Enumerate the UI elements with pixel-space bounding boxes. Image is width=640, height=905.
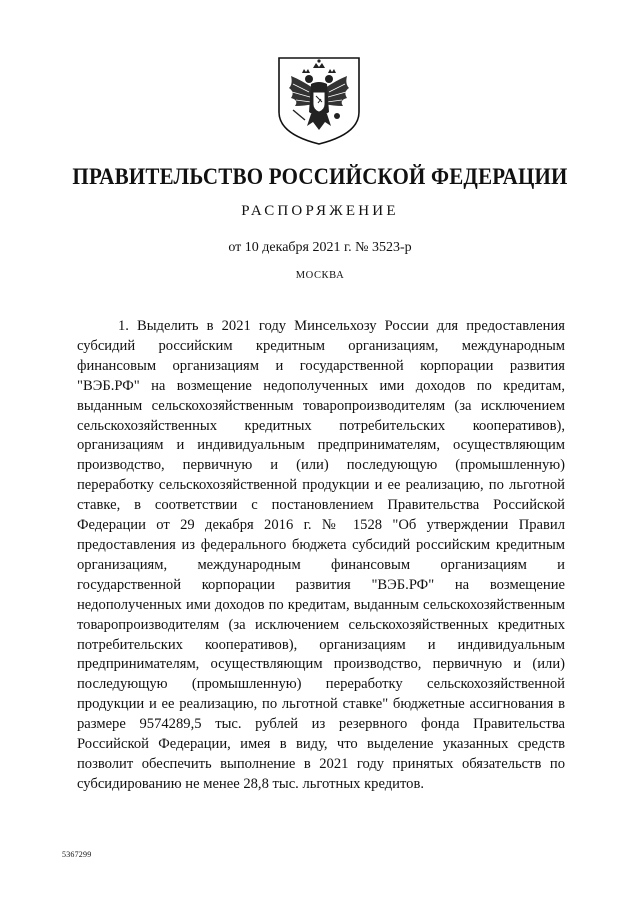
russian-coat-of-arms-icon xyxy=(273,54,365,146)
government-title: ПРАВИТЕЛЬСТВО РОССИЙСКОЙ ФЕДЕРАЦИИ xyxy=(72,162,568,190)
document-type: РАСПОРЯЖЕНИЕ xyxy=(241,203,399,219)
paragraph-1: 1. Выделить в 2021 году Минсельхозу России для предоставления субсидий российским кредитным организациям, международным финансовым организациям и государственной корпорации развития "ВЭБ.РФ" на возмещение недополученных ими доходов по кредитам, выданным сельскохозяйственным товаропроизводителям (за исключением сельскохозяйственных кредитных потребительских кооперативов), организациям и индивидуальным предпринимателям, осуществляющим производство, первичную и (или) последующую (промышленную) переработку сельскохозяйственной продукции и ее реализацию, по льготной ставке, в соответствии с постановлением Правительства Российской Федерации от 29 декабря 2016 г. № 1528 "Об утверждении Правил предоставления из федерального бюджета субсидий российским кредитным организациям, международным финансовым организациям и государственной корпорации развития "ВЭБ.РФ" на возмещение недополученных ими доходов по кредитам, выданным сельскохозяйственным товаропроизводителям (за исключением сельскохозяйственных кредитных потребительских кооперативов), организациям и индивидуальным предпринимателям, осуществляющим производство, первичную и (или) последующую (промышленную) переработку сельскохозяйственной продукции и ее реализацию, по льготной ставке" бюджетные ассигнования в размере 9574289,5 тыс. рублей из резервного фонда Правительства Российской Федерации, имея в виду, что выделение указанных средств позволит обеспечить выполнение в 2021 году принятых обязательств по субсидированию не менее 28,8 тыс. льготных кредитов. xyxy=(77,318,565,792)
document-place: МОСКВА xyxy=(295,270,345,281)
document-date-number: от 10 декабря 2021 г. № 3523-р xyxy=(228,240,412,255)
document-code: 5367299 xyxy=(62,850,92,859)
